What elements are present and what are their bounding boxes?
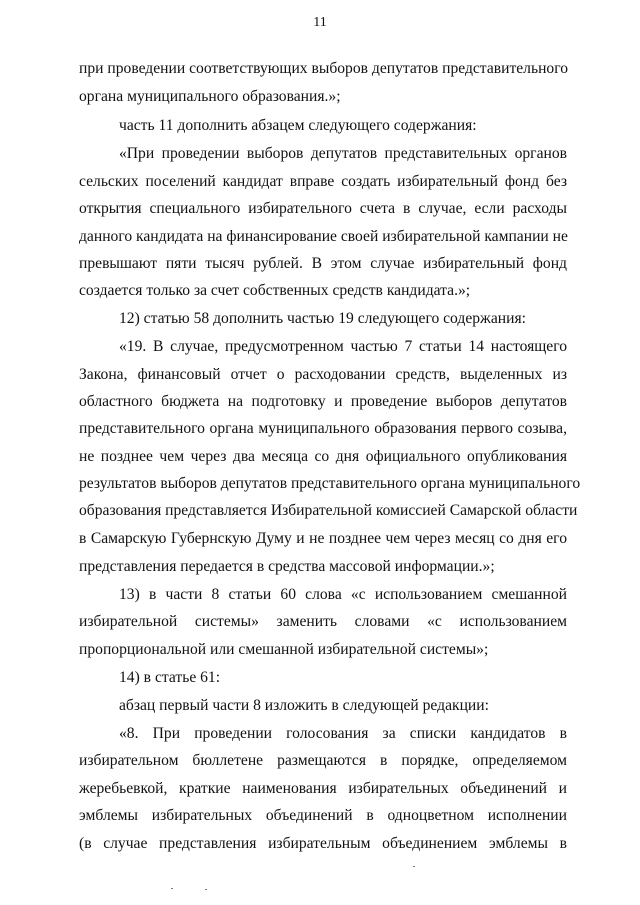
text-line-26: избирательном бюллетене размещаются в порядке, определяемом <box>79 752 567 769</box>
text-line-18: в Самарскую Губернскую Думу и не позднее чем через месяц со дня его <box>79 530 567 547</box>
text-line-19: представления передается в средства массовой информации.»; <box>79 558 495 575</box>
text-line-4: «При проведении выборов депутатов представительных органов <box>119 145 567 162</box>
text-line-3: часть 11 дополнить абзацем следующего содержания: <box>119 117 477 134</box>
text-line-11: «19. В случае, предусмотренном частью 7 статьи 14 настоящего <box>119 338 567 355</box>
text-line-14: представительного органа муниципального образования первого созыва, <box>79 420 567 437</box>
page-number: 11 <box>313 15 327 30</box>
text-line-15: не позднее чем через два месяца со дня официального опубликования <box>79 448 567 465</box>
text-line-10: 12) статью 58 дополнить частью 19 следующего содержания: <box>119 310 526 327</box>
text-line-16: результатов выборов депутатов представительного органа муниципального <box>79 475 581 492</box>
text-line-9: создается только за счет собственных средств кандидата.»; <box>79 282 471 299</box>
text-line-17: образования представляется Избирательной комиссией Самарской области <box>79 502 578 519</box>
text-line-13: областного бюджета на подготовку и проведение выборов депутатов <box>79 393 567 410</box>
text-line-29: (в случае представления избирательным объединением эмблемы в <box>79 835 567 852</box>
text-line-7: данного кандидата на финансирование своей избирательной кампании не <box>79 228 568 245</box>
text-line-12: Закона, финансовый отчет о расходовании средств, выделенных из <box>79 366 567 383</box>
text-line-5: сельских поселений кандидат вправе создать избирательный фонд без <box>79 173 567 190</box>
text-line-8: превышают пяти тысяч рублей. В этом случае избирательный фонд <box>79 255 567 272</box>
text-line-25: «8. При проведении голосования за списки кандидатов в <box>119 725 567 742</box>
text-line-20: 13) в части 8 статьи 60 слова «с использованием смешанной <box>119 586 567 603</box>
text-line-23: 14) в статье 61: <box>119 669 221 686</box>
scan-speck <box>413 866 415 867</box>
scan-speck <box>205 889 207 890</box>
scan-speck <box>171 888 173 889</box>
text-line-22: пропорциональной или смешанной избирательной системы»; <box>79 641 489 658</box>
text-line-21: избирательной системы» заменить словами «с использованием <box>79 613 567 630</box>
text-line-6: открытия специального избирательного счета в случае, если расходы <box>79 200 567 217</box>
text-line-27: жеребьевкой, краткие наименования избирательных объединений и <box>79 780 567 797</box>
text-line-1: при проведении соответствующих выборов депутатов представительного <box>79 60 569 77</box>
text-line-24: абзац первый части 8 изложить в следующей редакции: <box>119 697 489 714</box>
text-line-2: органа муниципального образования.»; <box>79 88 341 105</box>
text-line-28: эмблемы избирательных объединений в одноцветном исполнении <box>79 807 567 824</box>
